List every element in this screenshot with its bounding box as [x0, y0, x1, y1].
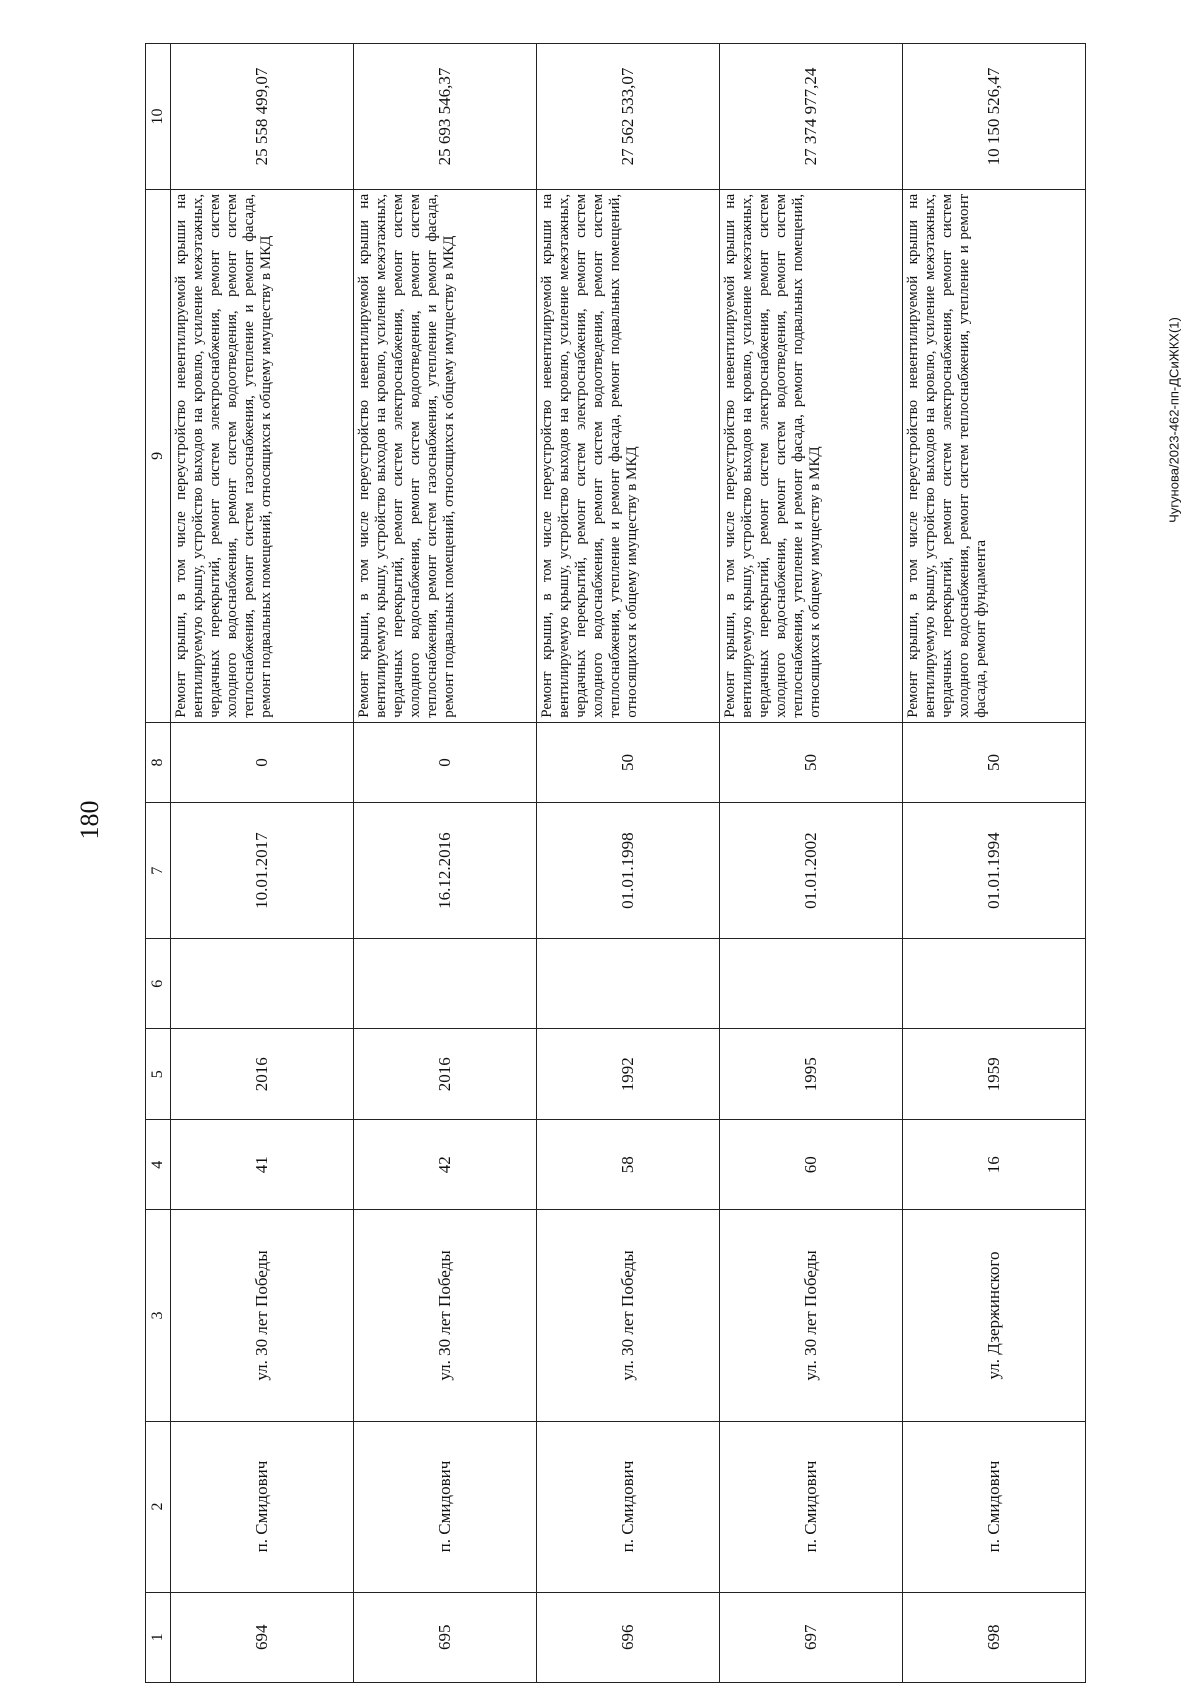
- column-6: [903, 938, 1086, 1028]
- wear-percent: 50: [720, 722, 903, 802]
- row-number: 694: [171, 1592, 354, 1682]
- column-6: [171, 938, 354, 1028]
- street: ул. 30 лет Победы: [171, 1210, 354, 1421]
- works-description: Ремонт крыши, в том числе переустройство невентилируемой крыши на вентилируемую крышу, устройство выходов на кровлю, усиление межэтажных, чердачных перекрытий, ремонт систем электроснабжения, ремонт систем холодного водоснабжения, ремонт систем водоотведения, ремонт систем теплоснабжения, ремонт систем газоснабжения, утепление и ремонт фасада, ремонт подвальных помещений, относящихся к общему имуществу в МКД: [354, 189, 537, 722]
- table-row: [171, 44, 354, 1683]
- build-year: 1992: [537, 1029, 720, 1119]
- street: ул. 30 лет Победы: [720, 1210, 903, 1421]
- header-cell: 8: [146, 722, 171, 802]
- wear-percent: 0: [354, 722, 537, 802]
- cost: 25 693 546,37: [354, 44, 537, 190]
- registry-table-rotated: [145, 43, 1085, 1683]
- build-year: 2016: [171, 1029, 354, 1119]
- works-description: Ремонт крыши, в том числе переустройство невентилируемой крыши на вентилируемую крышу, устройство выходов на кровлю, усиление межэтажных, чердачных перекрытий, ремонт систем электроснабжения, ремонт систем холодного водоснабжения, ремонт систем теплоснабжения, утепление и ремонт фасада, ремонт фундамента: [903, 189, 1086, 722]
- header-cell: 5: [146, 1029, 171, 1119]
- settlement: п. Смидович: [720, 1421, 903, 1592]
- header-row: [146, 44, 171, 1683]
- street: ул. 30 лет Победы: [537, 1210, 720, 1421]
- row-number: 698: [903, 1592, 1086, 1682]
- wear-percent: 50: [537, 722, 720, 802]
- house-number: 16: [903, 1119, 1086, 1209]
- table-row: [720, 44, 903, 1683]
- build-year: 2016: [354, 1029, 537, 1119]
- row-number: 697: [720, 1592, 903, 1682]
- date: 16.12.2016: [354, 803, 537, 939]
- date: 01.01.1994: [903, 803, 1086, 939]
- date: 01.01.2002: [720, 803, 903, 939]
- header-cell: 4: [146, 1119, 171, 1209]
- house-number: 60: [720, 1119, 903, 1209]
- cost: 25 558 499,07: [171, 44, 354, 190]
- header-cell: 10: [146, 44, 171, 190]
- date: 10.01.2017: [171, 803, 354, 939]
- row-number: 695: [354, 1592, 537, 1682]
- works-description: Ремонт крыши, в том числе переустройство невентилируемой крыши на вентилируемую крышу, устройство выходов на кровлю, усиление межэтажных, чердачных перекрытий, ремонт систем электроснабжения, ремонт систем холодного водоснабжения, ремонт систем водоотведения, ремонт систем теплоснабжения, утепление и ремонт фасада, ремонт подвальных помещений, относящихся к общему имуществу в МКД: [720, 189, 903, 722]
- build-year: 1959: [903, 1029, 1086, 1119]
- house-number: 58: [537, 1119, 720, 1209]
- table-row: [537, 44, 720, 1683]
- settlement: п. Смидович: [537, 1421, 720, 1592]
- header-cell: 7: [146, 803, 171, 939]
- header-cell: 6: [146, 938, 171, 1028]
- settlement: п. Смидович: [903, 1421, 1086, 1592]
- cost: 27 562 533,07: [537, 44, 720, 190]
- build-year: 1995: [720, 1029, 903, 1119]
- wear-percent: 50: [903, 722, 1086, 802]
- header-cell: 1: [146, 1592, 171, 1682]
- wear-percent: 0: [171, 722, 354, 802]
- header-cell: 3: [146, 1210, 171, 1421]
- house-number: 42: [354, 1119, 537, 1209]
- cost: 27 374 977,24: [720, 44, 903, 190]
- header-cell: 9: [146, 189, 171, 722]
- settlement: п. Смидович: [354, 1421, 537, 1592]
- document-code: Чугунова/2023-462-пп-ДСиЖКХ(1): [1166, 317, 1182, 523]
- row-number: 696: [537, 1592, 720, 1682]
- registry-table: [145, 43, 1086, 1683]
- street: ул. Дзержинского: [903, 1210, 1086, 1421]
- works-description: Ремонт крыши, в том числе переустройство невентилируемой крыши на вентилируемую крышу, устройство выходов на кровлю, усиление межэтажных, чердачных перекрытий, ремонт систем электроснабжения, ремонт систем холодного водоснабжения, ремонт систем водоотведения, ремонт систем теплоснабжения, утепление и ремонт фасада, ремонт подвальных помещений, относящихся к общему имуществу в МКД: [537, 189, 720, 722]
- house-number: 41: [171, 1119, 354, 1209]
- table-row: [903, 44, 1086, 1683]
- settlement: п. Смидович: [171, 1421, 354, 1592]
- header-cell: 2: [146, 1421, 171, 1592]
- street: ул. 30 лет Победы: [354, 1210, 537, 1421]
- page-number: 180: [75, 800, 104, 840]
- works-description: Ремонт крыши, в том числе переустройство невентилируемой крыши на вентилируемую крышу, устройство выходов на кровлю, усиление межэтажных, чердачных перекрытий, ремонт систем электроснабжения, ремонт систем холодного водоснабжения, ремонт систем водоотведения, ремонт систем теплоснабжения, ремонт систем газоснабжения, утепление и ремонт фасада, ремонт подвальных помещений, относящихся к общему имуществу в МКД: [171, 189, 354, 722]
- column-6: [720, 938, 903, 1028]
- date: 01.01.1998: [537, 803, 720, 939]
- column-6: [354, 938, 537, 1028]
- column-6: [537, 938, 720, 1028]
- table-row: [354, 44, 537, 1683]
- cost: 10 150 526,47: [903, 44, 1086, 190]
